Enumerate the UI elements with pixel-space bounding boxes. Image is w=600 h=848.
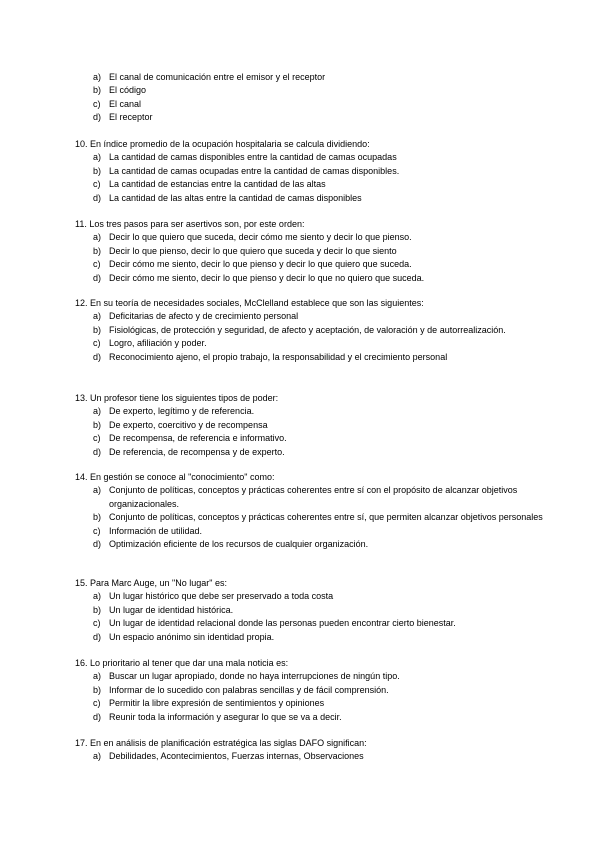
answer-option	[0, 617, 545, 630]
option-text: Un espacio anónimo sin identidad propia.	[109, 631, 275, 642]
option-text: Un lugar de identidad relacional donde las personas pueden encontrar cierto bienestar.	[109, 618, 456, 629]
option-letter: d)	[93, 631, 102, 642]
option-text: Reunir toda la información y asegurar lo que se va a decir.	[109, 711, 342, 722]
question-12	[0, 297, 600, 364]
answer-option	[0, 432, 545, 445]
option-letter: c)	[93, 179, 101, 190]
question-text: 14. En gestión se conoce al "conocimiento" como:	[75, 472, 275, 482]
option-letter: b)	[93, 684, 102, 695]
answer-option	[0, 405, 545, 418]
option-letter: b)	[93, 512, 102, 523]
answer-option	[0, 446, 545, 459]
option-letter: b)	[93, 85, 102, 96]
option-text: De recompensa, de referencia e informativo.	[109, 433, 287, 444]
answer-option	[0, 684, 545, 697]
answer-option	[0, 711, 545, 724]
option-text: Conjunto de políticas, conceptos y prácticas coherentes entre sí, que permiten alcanzar objetivos personales	[109, 512, 543, 523]
option-text: El canal	[109, 98, 142, 109]
option-text: La cantidad de estancias entre la cantidad de las altas	[109, 179, 326, 190]
question-text: 16. Lo prioritario al tener que dar una mala noticia es:	[75, 658, 289, 668]
option-text: Decir cómo me siento, decir lo que pienso y decir lo que no quiero que suceda.	[109, 272, 425, 283]
answer-option	[0, 604, 545, 617]
option-letter: a)	[93, 311, 102, 322]
answer-option	[0, 525, 545, 538]
option-text: Información de utilidad.	[109, 525, 203, 536]
answer-option	[0, 84, 545, 97]
question-16	[0, 657, 600, 724]
option-letter: c)	[93, 338, 101, 349]
answer-option	[0, 631, 545, 644]
option-text: El código	[109, 85, 147, 96]
option-letter: d)	[93, 711, 102, 722]
option-text: Permitir la libre expresión de sentimientos y opiniones	[109, 698, 325, 709]
option-text: Decir cómo me siento, decir lo que pienso y decir lo que quiero que suceda.	[109, 259, 412, 270]
option-text: De experto, legítimo y de referencia.	[109, 406, 255, 417]
question-14	[0, 471, 600, 551]
option-letter: b)	[93, 245, 102, 256]
option-letter: c)	[93, 259, 101, 270]
question-17	[0, 737, 600, 764]
option-letter: c)	[93, 98, 101, 109]
option-text: La cantidad de camas ocupadas entre la cantidad de camas disponibles.	[109, 165, 400, 176]
option-text: Debilidades, Acontecimientos, Fuerzas internas, Observaciones	[109, 751, 364, 762]
question-text: 15. Para Marc Auge, un "No lugar" es:	[75, 578, 227, 588]
option-text: De referencia, de recompensa y de experto.	[109, 446, 285, 457]
question-11	[0, 218, 600, 285]
option-letter: a)	[93, 152, 102, 163]
question-text: 11. Los tres pasos para ser asertivos son, por este orden:	[75, 219, 305, 229]
previous-question-options	[0, 71, 600, 125]
option-letter: a)	[93, 751, 102, 762]
answer-option	[0, 231, 545, 244]
option-text: La cantidad de camas disponibles entre la cantidad de camas ocupadas	[109, 152, 397, 163]
option-text: De experto, coercitivo y de recompensa	[109, 419, 268, 430]
answer-option	[0, 151, 545, 164]
option-letter: a)	[93, 671, 102, 682]
answer-option	[0, 165, 545, 178]
option-letter: a)	[93, 485, 102, 496]
answer-option	[0, 484, 545, 511]
answer-option	[0, 538, 545, 551]
answer-option	[0, 310, 545, 323]
question-15	[0, 577, 600, 644]
option-text: Decir lo que pienso, decir lo que quiero que suceda y decir lo que siento	[109, 245, 397, 256]
option-text: Conjunto de políticas, conceptos y prácticas coherentes entre sí con el propósito de alcanzar objetivos organizacionales.	[109, 485, 518, 509]
option-text: Informar de lo sucedido con palabras sencillas y de fácil comprensión.	[109, 684, 389, 695]
option-letter: c)	[93, 618, 101, 629]
answer-option	[0, 511, 545, 524]
answer-option	[0, 178, 545, 191]
question-13	[0, 392, 600, 459]
option-text: Optimización eficiente de los recursos de cualquier organización.	[109, 539, 369, 550]
option-letter: b)	[93, 324, 102, 335]
option-letter: d)	[93, 351, 102, 362]
answer-option	[0, 98, 545, 111]
option-letter: b)	[93, 165, 102, 176]
option-letter: c)	[93, 525, 101, 536]
option-text: Decir lo que quiero que suceda, decir cómo me siento y decir lo que pienso.	[109, 232, 412, 243]
option-text: Fisiológicas, de protección y seguridad, de afecto y aceptación, de valoración y de autorrealización.	[109, 324, 506, 335]
option-letter: b)	[93, 604, 102, 615]
option-text: Buscar un lugar apropiado, donde no haya interrupciones de ningún tipo.	[109, 671, 400, 682]
answer-option	[0, 337, 545, 350]
option-letter: d)	[93, 446, 102, 457]
option-text: Reconocimiento ajeno, el propio trabajo, la responsabilidad y el crecimiento personal	[109, 351, 448, 362]
option-text: Logro, afiliación y poder.	[109, 338, 207, 349]
option-text: Un lugar de identidad histórica.	[109, 604, 234, 615]
answer-option	[0, 750, 545, 763]
answer-option	[0, 324, 545, 337]
question-text: 17. En en análisis de planificación estratégica las siglas DAFO significan:	[75, 738, 367, 748]
option-letter: d)	[93, 112, 102, 123]
option-letter: d)	[93, 192, 102, 203]
option-text: La cantidad de las altas entre la cantidad de camas disponibles	[109, 192, 362, 203]
option-letter: d)	[93, 539, 102, 550]
option-text: Un lugar histórico que debe ser preservado a toda costa	[109, 591, 334, 602]
option-letter: d)	[93, 272, 102, 283]
answer-option	[0, 351, 545, 364]
option-text: Deficitarias de afecto y de crecimiento personal	[109, 311, 299, 322]
question-10	[0, 138, 600, 205]
answer-option	[0, 272, 545, 285]
option-text: El receptor	[109, 112, 153, 123]
option-text: El canal de comunicación entre el emisor y el receptor	[109, 72, 326, 82]
answer-option	[0, 245, 545, 258]
option-letter: a)	[93, 406, 102, 417]
answer-option	[0, 670, 545, 683]
option-letter: a)	[93, 232, 102, 243]
answer-option	[0, 111, 545, 124]
option-letter: b)	[93, 419, 102, 430]
option-letter: a)	[93, 72, 102, 82]
question-text: 10. En índice promedio de la ocupación hospitalaria se calcula dividiendo:	[75, 139, 370, 149]
answer-option	[0, 258, 545, 271]
answer-option	[0, 697, 545, 710]
answer-option	[0, 71, 545, 84]
answer-option	[0, 419, 545, 432]
question-text: 13. Un profesor tiene los siguientes tipos de poder:	[75, 393, 279, 403]
question-text: 12. En su teoría de necesidades sociales, McClelland establece que son las siguientes:	[75, 298, 424, 308]
option-letter: c)	[93, 433, 101, 444]
option-letter: c)	[93, 698, 101, 709]
option-letter: a)	[93, 591, 102, 602]
answer-option	[0, 192, 545, 205]
answer-option	[0, 590, 545, 603]
